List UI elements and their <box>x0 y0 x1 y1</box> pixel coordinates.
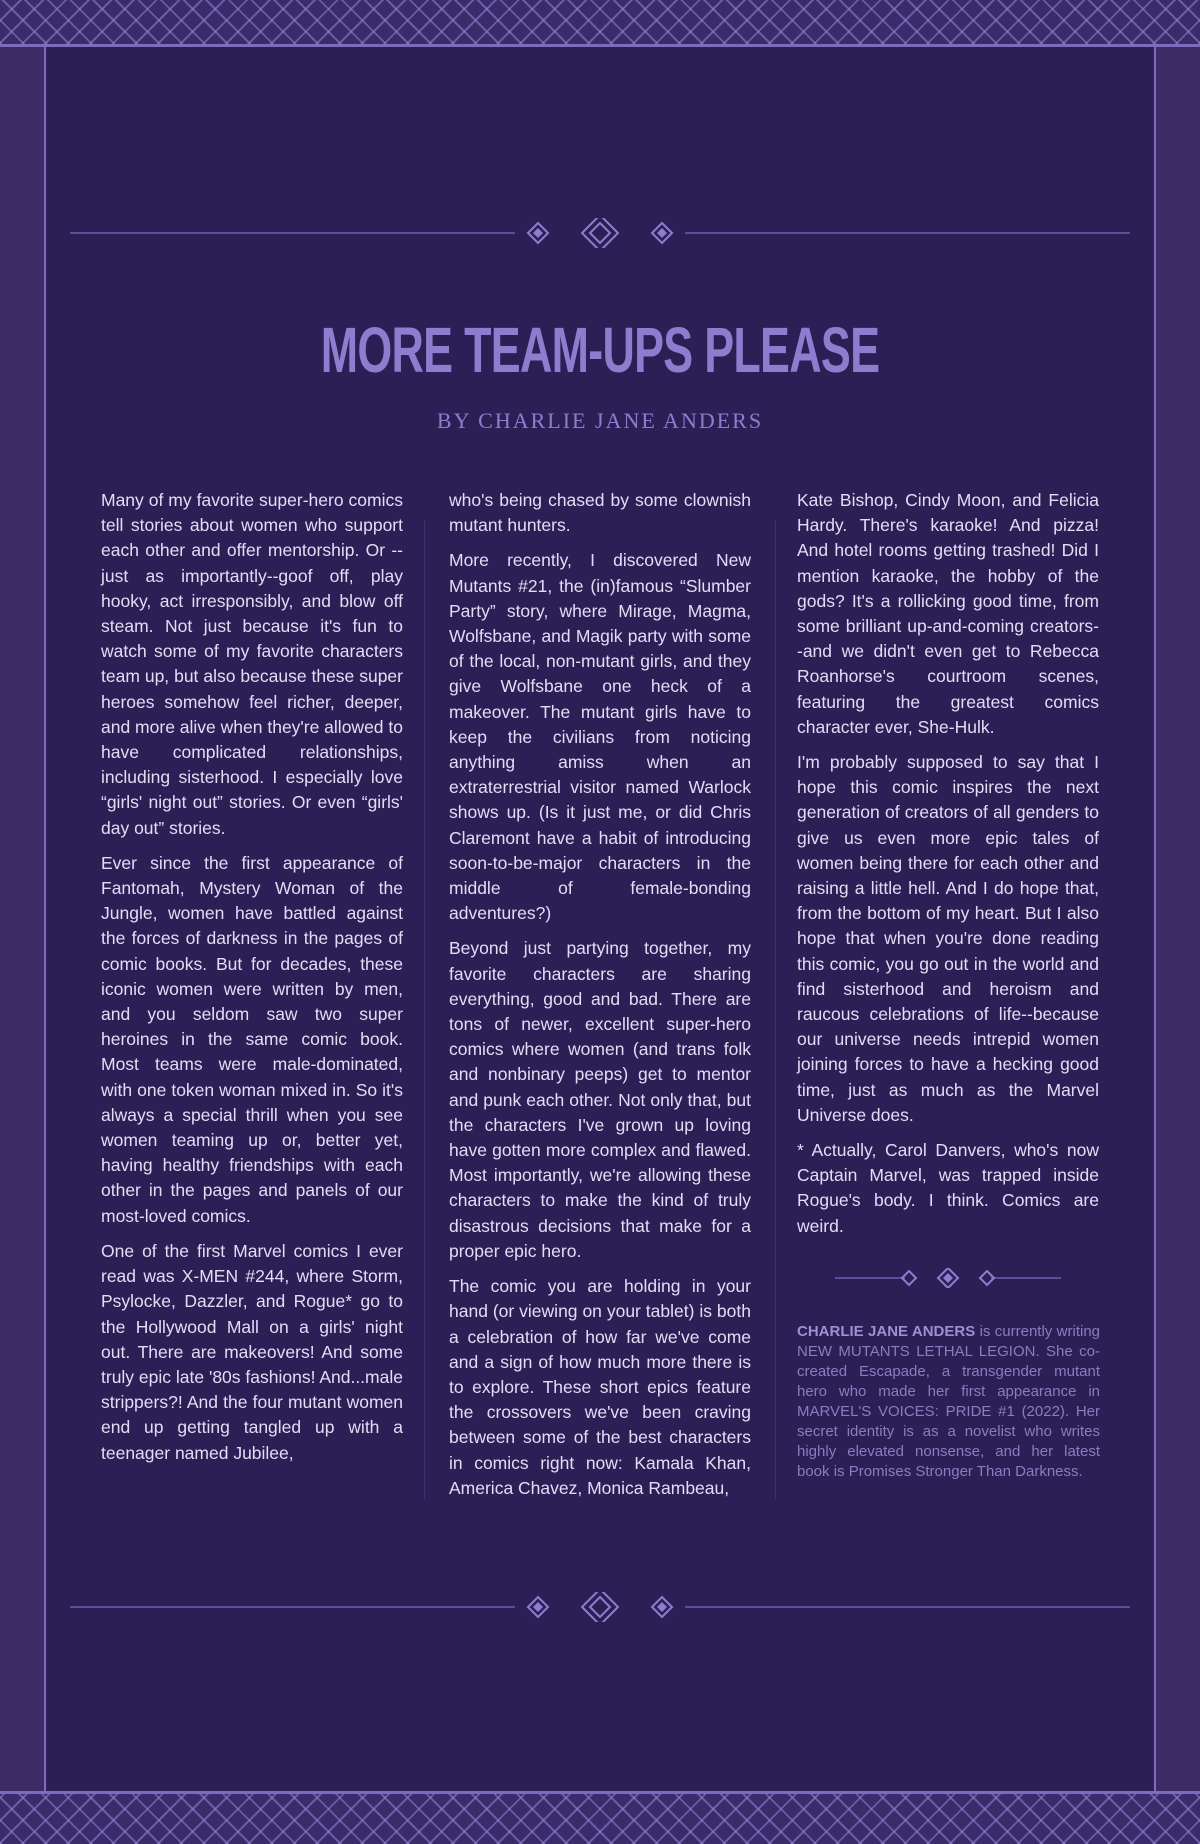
column-rule <box>775 520 776 1500</box>
top-ornamental-border <box>0 0 1200 44</box>
paragraph: More recently, I discovered New Mutants #21, the (in)famous “Slumber Party” story, where Mirage, Magma, Wolfsbane, and Magik party with some of the local, non-mutant girls, and they give Wolfsbane one heck of a makeover. The mutant girls have to keep the civilians from noticing anything amiss when an extraterrestrial visitor named Warlock shows up. (Is it just me, or did Chris Claremont have a habit of introducing soon-to-be-major characters in the middle of female-bonding adventures?) <box>449 550 751 924</box>
article-title: MORE TEAM-UPS PLEASE <box>320 314 880 386</box>
article-column-3 <box>797 488 1099 1249</box>
article-byline: BY CHARLIE JANE ANDERS <box>436 408 764 433</box>
paragraph: Many of my favorite super-hero comics tell stories about women who support each other and offer mentorship. Or --just as importantly--goof off, play hooky, act irresponsibly, and blow off steam. Not just because it's fun to watch some of my favorite characters team up, but also because these super heroes somehow feel richer, deeper, and more alive when they're allowed to have complicated relationships, including sisterhood. I especially love “girls' night out” stories. Or even “girls' day out” stories. <box>101 490 403 838</box>
column-rule <box>424 520 425 1500</box>
bottom-ornamental-border <box>0 1794 1200 1844</box>
paragraph: The comic you are holding in your hand (or viewing on your tablet) is both a celebration of how far we've come and a sign of how much more there is to explore. These short epics feature the crossovers we've been craving between some of the best characters in comics right now: Kamala Khan, America Chavez, Monica Rambeau, <box>449 1276 751 1498</box>
article-column-2 <box>449 488 751 1511</box>
paragraph: who's being chased by some clownish mutant hunters. <box>449 490 751 536</box>
left-border <box>0 47 44 1791</box>
paragraph: Ever since the first appearance of Fantomah, Mystery Woman of the Jungle, women have battled against the forces of darkness in the pages of comic books. But for decades, these iconic women were written by men, and you seldom saw two super heroines in the same comic book. Most teams were male-dominated, with one token woman mixed in. So it's always a special thrill when you see women teaming up or, better yet, having healthy friendships with each other in the pages and panels of our most-loved comics. <box>101 852 403 1226</box>
top-diamond-divider <box>70 218 1130 248</box>
footnote: * Actually, Carol Danvers, who's now Captain Marvel, was trapped inside Rogue's body. I think. Comics are weird. <box>797 1140 1099 1236</box>
author-bio-text: is currently writing NEW MUTANTS LETHAL LEGION. She co-created Escapade, a transgender mutant hero who made her first appearance in MARVEL'S VOICES: PRIDE #1 (2022). Her secret identity is as a novelist who writes highly elevated nonsense, and her latest book is Promises Stronger Than Darkness. <box>797 1323 1100 1480</box>
author-name: CHARLIE JANE ANDERS <box>797 1323 976 1340</box>
bottom-diamond-divider <box>70 1592 1130 1622</box>
author-bio <box>797 1322 1100 1482</box>
paragraph: One of the first Marvel comics I ever read was X-MEN #244, where Storm, Psylocke, Dazzler, and Rogue* go to the Hollywood Mall on a girls' night out. There are makeovers! And some truly epic late '80s fashions! And...male strippers?! And the four mutant women end up getting tangled up with a teenager named Jubilee, <box>101 1240 403 1463</box>
paragraph: I'm probably supposed to say that I hope this comic inspires the next generation of creators of all genders to give us even more epic tales of women being there for each other and raising a little hell. And I do hope that, from the bottom of my heart. But I also hope that when you're done reading this comic, you go out in the world and find sisterhood and heroism and raucous celebrations of life--because our universe needs intrepid women joining forces to have a hecking good time, just as much as the Marvel Universe does. <box>797 752 1099 1125</box>
paragraph: Kate Bishop, Cindy Moon, and Felicia Hardy. There's karaoke! And pizza! And hotel rooms getting trashed! Did I mention karaoke, the hobby of the gods? It's a rollicking good time, from some brilliant up-and-coming creators--and we didn't even get to Rebecca Roanhorse's courtroom scenes, featuring the greatest comics character ever, She-Hulk. <box>797 490 1099 737</box>
article-column-1 <box>101 488 403 1476</box>
bio-diamond-divider <box>835 1268 1061 1288</box>
right-border <box>1156 47 1200 1791</box>
paragraph: Beyond just partying together, my favorite characters are sharing everything, good and bad. There are tons of newer, excellent super-hero comics where women (and trans folk and nonbinary peeps) get to mentor and punk each other. Not only that, but the characters I've grown up loving have gotten more complex and flawed. Most importantly, we're allowing these characters to make the kind of truly disastrous decisions that make for a proper epic hero. <box>449 938 751 1261</box>
